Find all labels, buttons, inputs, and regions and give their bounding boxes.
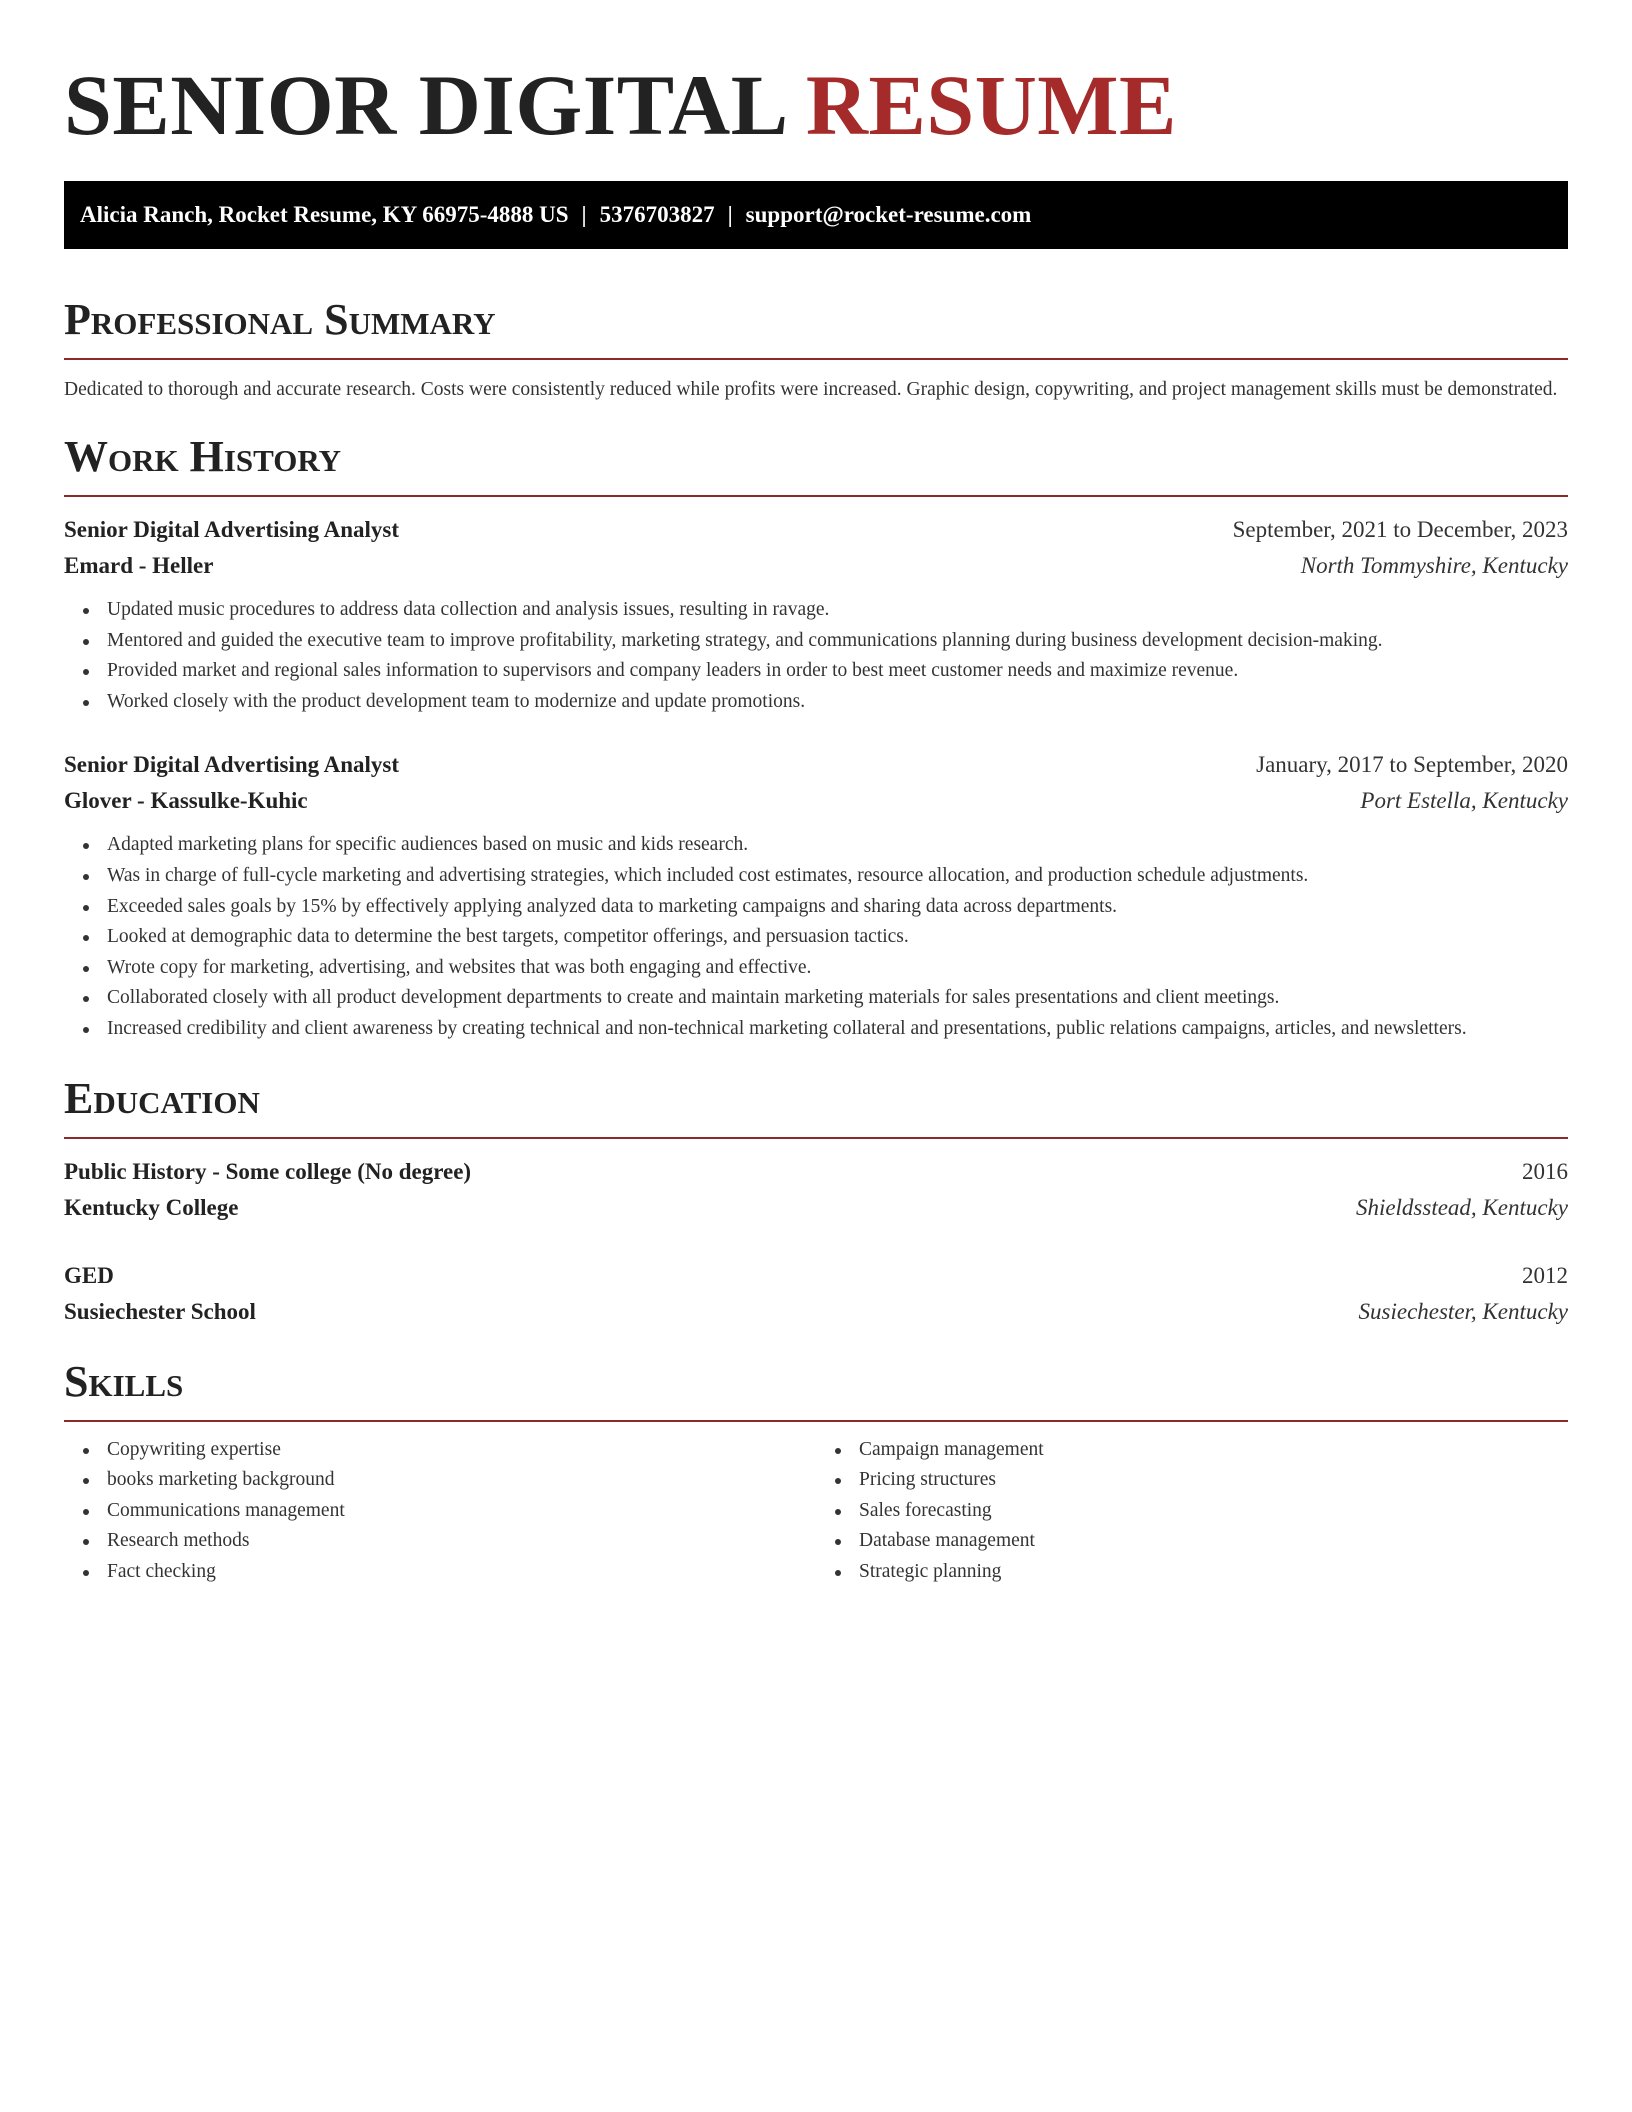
education-header-row [64, 1258, 1568, 1294]
section-divider [64, 358, 1568, 360]
education-school-row [64, 1294, 1568, 1330]
contact-phone: 5376703827 [599, 202, 715, 227]
job-company: Emard - Heller [64, 553, 214, 578]
job-title: Senior Digital Advertising Analyst [64, 517, 400, 542]
education-header-row [64, 1154, 1568, 1190]
skill-item: Research methods [107, 1526, 816, 1557]
education-entry [64, 1154, 1568, 1226]
job-bullet: Looked at demographic data to determine the best targets, competitor offerings, and persuasion tactics. [107, 922, 1568, 953]
skill-item: Sales forecasting [859, 1496, 1568, 1527]
skills-list [64, 1435, 1568, 1588]
skill-item: Campaign management [859, 1435, 1568, 1466]
job-bullet: Mentored and guided the executive team to improve profitability, marketing strategy, and communications planning during business development decision-making. [107, 626, 1568, 657]
contact-address: Alicia Ranch, Rocket Resume, KY 66975-4888 US [80, 202, 569, 227]
job-location: Port Estella, Kentucky [1360, 788, 1568, 814]
skills-heading: Skills [64, 1356, 184, 1406]
education-degree: Public History - Some college (No degree) [64, 1158, 472, 1184]
job-title: Senior Digital Advertising Analyst [64, 752, 400, 778]
resume-title [64, 56, 1568, 153]
job-bullet: Worked closely with the product development team to modernize and update promotions. [107, 687, 1568, 718]
skill-item: Communications management [107, 1496, 816, 1527]
job-company-row [64, 548, 1568, 584]
job-bullets [64, 830, 1568, 1044]
education-entry [64, 1258, 1568, 1330]
job-entry [64, 512, 1568, 717]
education-heading: Education [64, 1073, 260, 1123]
education-location: Shieldsstead, Kentucky [1355, 1194, 1568, 1220]
job-entry [64, 747, 1568, 1044]
education-degree: GED [64, 1262, 114, 1288]
job-location: North Tommyshire, Kentucky [1300, 553, 1568, 578]
job-dates: January, 2017 to September, 2020 [1256, 752, 1568, 778]
job-bullet: Collaborated closely with all product development departments to create and maintain marketing materials for sales presentations and client meetings. [107, 983, 1568, 1014]
skill-item: Fact checking [107, 1557, 816, 1588]
education-location: Susiechester, Kentucky [1358, 1298, 1568, 1324]
job-bullet: Updated music procedures to address data collection and analysis issues, resulting in ravage. [107, 595, 1568, 626]
work-history-heading: Work History [64, 432, 342, 481]
education-year: 2012 [1522, 1262, 1568, 1288]
job-company: Glover - Kassulke-Kuhic [64, 788, 308, 814]
summary-heading: Professional Summary [64, 295, 496, 344]
job-bullets [64, 595, 1568, 717]
job-header-row [64, 747, 1568, 783]
skill-item: books marketing background [107, 1465, 816, 1496]
skill-item: Copywriting expertise [107, 1435, 816, 1466]
skill-item: Strategic planning [859, 1557, 1568, 1588]
job-bullet: Exceeded sales goals by 15% by effectively applying analyzed data to marketing campaigns and sharing data across departments. [107, 892, 1568, 923]
section-divider [64, 1420, 1568, 1422]
job-bullet: Was in charge of full-cycle marketing and advertising strategies, which included cost estimates, resource allocation, and production schedule adjustments. [107, 861, 1568, 892]
contact-separator: | [581, 202, 587, 227]
skill-item: Pricing structures [859, 1465, 1568, 1496]
skills-column-left [64, 1435, 816, 1588]
job-header-row [64, 512, 1568, 548]
job-dates: September, 2021 to December, 2023 [1232, 517, 1568, 542]
job-bullet: Provided market and regional sales information to supervisors and company leaders in order to best meet customer needs and maximize revenue. [107, 656, 1568, 687]
section-divider [64, 495, 1568, 497]
summary-text: Dedicated to thorough and accurate research. Costs were consistently reduced while profits were increased. Graphic design, copywriting, and project management skills must be demonstrated. [64, 379, 1558, 400]
job-bullet: Increased credibility and client awareness by creating technical and non-technical marketing collateral and presentations, public relations campaigns, articles, and newsletters. [107, 1014, 1568, 1045]
job-bullet: Wrote copy for marketing, advertising, and websites that was both engaging and effective. [107, 953, 1568, 984]
contact-email: support@rocket-resume.com [745, 202, 1032, 227]
skills-column-right [816, 1435, 1568, 1588]
title-part-1: SENIOR DIGITAL [64, 57, 784, 153]
contact-bar [64, 181, 1568, 249]
education-school: Kentucky College [64, 1194, 239, 1220]
section-divider [64, 1137, 1568, 1139]
job-bullet: Adapted marketing plans for specific audiences based on music and kids research. [107, 830, 1568, 861]
education-year: 2016 [1522, 1158, 1568, 1184]
title-part-2: RESUME [805, 57, 1177, 153]
contact-separator: | [727, 202, 733, 227]
job-company-row [64, 783, 1568, 819]
skill-item: Database management [859, 1526, 1568, 1557]
education-school-row [64, 1190, 1568, 1226]
education-school: Susiechester School [64, 1298, 256, 1324]
